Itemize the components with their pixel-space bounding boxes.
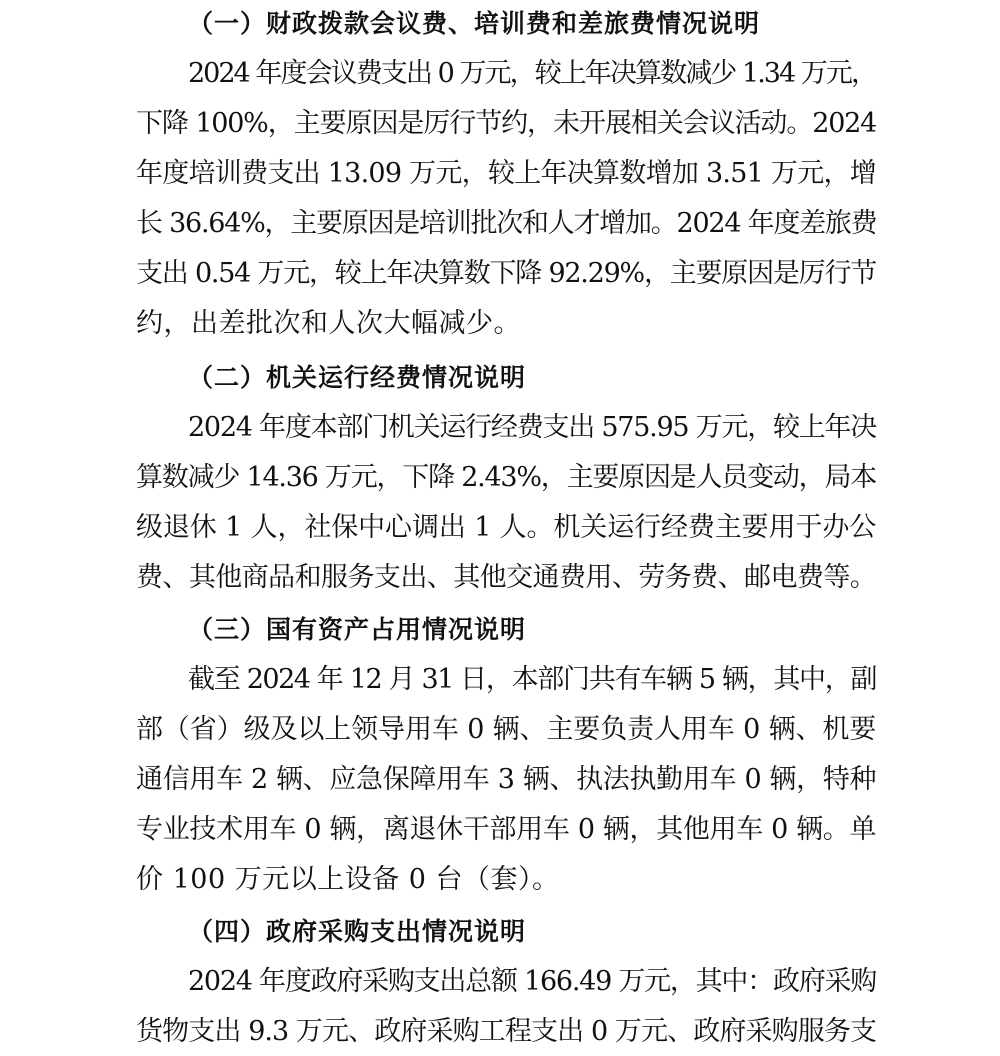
paragraph-line: 2024 年度会议费支出 0 万元，较上年决算数减少 1.34 万元， [188, 58, 876, 89]
paragraph-line: 支出 0.54 万元，较上年决算数下降 92.29%，主要原因是厉行节 [136, 258, 876, 289]
paragraph-line: 下降 100%，主要原因是厉行节约，未开展相关会议活动。2024 [136, 108, 876, 139]
paragraph-line: 约，出差批次和人次大幅减少。 [136, 308, 521, 339]
section-heading: （二）机关运行经费情况说明 [188, 363, 527, 392]
paragraph-line: 2024 年度政府采购支出总额 166.49 万元，其中：政府采购 [188, 966, 876, 997]
paragraph-line: 2024 年度本部门机关运行经费支出 575.95 万元，较上年决 [188, 412, 876, 443]
paragraph-line: 通信用车 2 辆、应急保障用车 3 辆、执法执勤用车 0 辆，特种 [136, 764, 876, 795]
paragraph-line: 费、其他商品和服务支出、其他交通费用、劳务费、邮电费等。 [136, 562, 876, 593]
paragraph-line: 价 100 万元以上设备 0 台（套）。 [136, 864, 560, 895]
paragraph-line: 截至 2024 年 12 月 31 日，本部门共有车辆 5 辆，其中，副 [188, 664, 876, 695]
paragraph-line: 货物支出 9.3 万元、政府采购工程支出 0 万元、政府采购服务支 [136, 1016, 876, 1047]
section-heading: （三）国有资产占用情况说明 [188, 615, 527, 644]
paragraph-line: 级退休 1 人，社保中心调出 1 人。机关运行经费主要用于办公 [136, 512, 876, 543]
section-heading: （四）政府采购支出情况说明 [188, 917, 527, 946]
section-heading: （一）财政拨款会议费、培训费和差旅费情况说明 [188, 9, 761, 38]
paragraph-line: 年度培训费支出 13.09 万元，较上年决算数增加 3.51 万元，增 [136, 158, 876, 189]
paragraph-line: 部（省）级及以上领导用车 0 辆、主要负责人用车 0 辆、机要 [136, 714, 876, 745]
paragraph-line: 专业技术用车 0 辆，离退休干部用车 0 辆，其他用车 0 辆。单 [136, 814, 876, 845]
paragraph-line: 算数减少 14.36 万元，下降 2.43%，主要原因是人员变动，局本 [136, 462, 876, 493]
paragraph-line: 长 36.64%，主要原因是培训批次和人才增加。2024 年度差旅费 [136, 208, 877, 239]
